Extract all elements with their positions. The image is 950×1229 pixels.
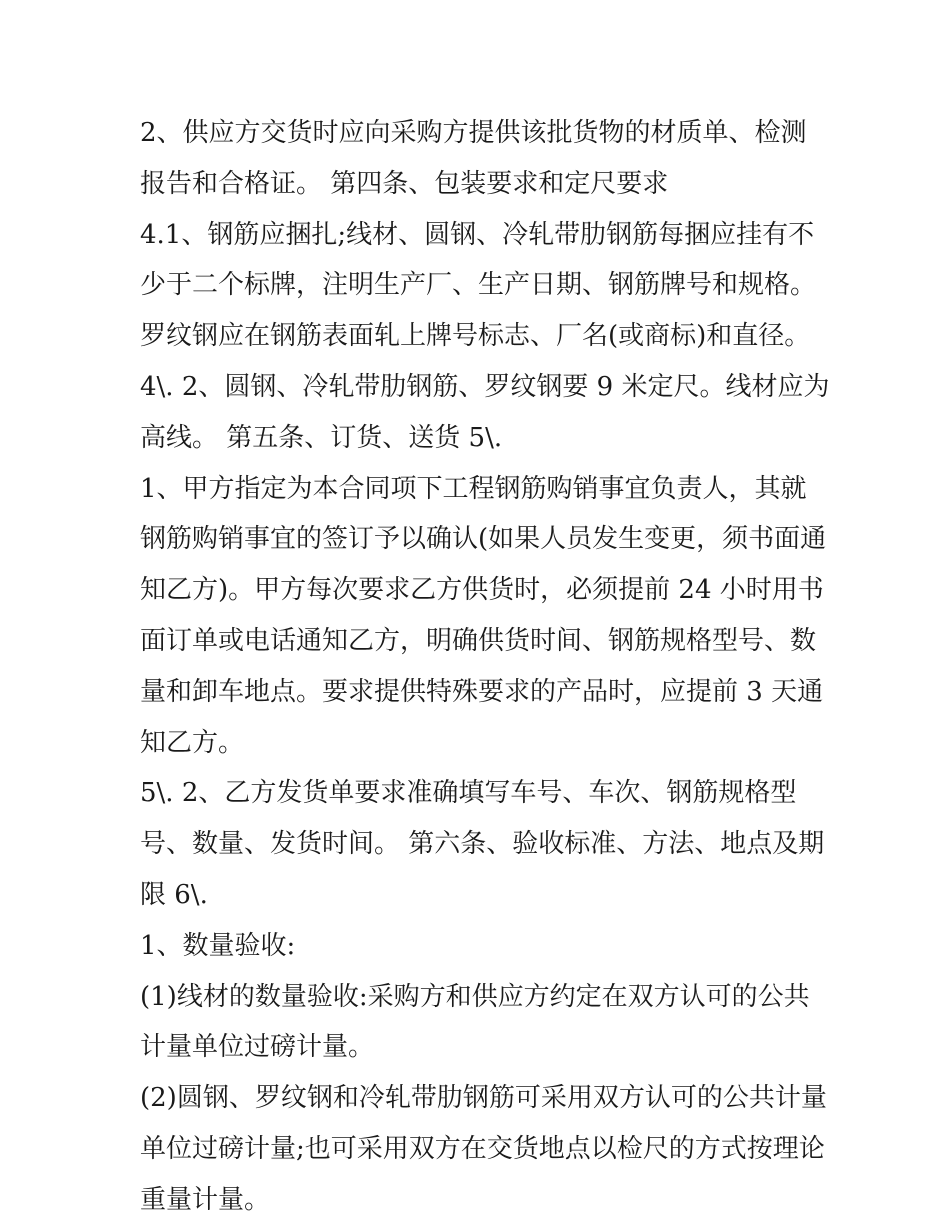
paragraph-bar-weighing: (2)圆钢、罗纹钢和冷轧带肋钢筋可采用双方认可的公共计量单位过磅计量;也可采用双方在交货地点以检尺的方式按理论重量计量。	[140, 1083, 827, 1215]
paragraph-delivery-note: 5\. 2、乙方发货单要求准确填写车号、车次、钢筋规格型号、数量、发货时间。 第六条、验收标准、方法、地点及期限 6\.	[140, 778, 825, 910]
paragraph-quantity-acceptance: 1、数量验收:	[140, 930, 296, 961]
paragraph-supplier-docs: 2、供应方交货时应向采购方提供该批货物的材质单、检测报告和合格证。 第四条、包装要求和定尺要求	[140, 118, 807, 199]
paragraph-bundling: 4.1、钢筋应捆扎;线材、圆钢、冷轧带肋钢筋每捆应挂有不少于二个标牌，注明生产厂、生产日期、钢筋牌号和规格。罗纹钢应在钢筋表面轧上牌号标志、厂名(或商标)和直径。	[140, 219, 817, 352]
paragraph-wire-weighing: (1)线材的数量验收:采购方和供应方约定在双方认可的公共计量单位过磅计量。	[140, 981, 810, 1063]
paragraph-ordering: 1、甲方指定为本合同项下工程钢筋购销事宜负责人，其就钢筋购销事宜的签订予以确认(如果人员发生变更，须书面通知乙方)。甲方每次要求乙方供货时，必须提前 24 小时用书面订单或电话通知乙方，明确供货时间、钢筋规格型号、数量和卸车地点。要求提供特殊要求的产品时，应提前 3 天通知乙方。	[140, 473, 827, 758]
paragraph-fixed-length: 4\. 2、圆钢、冷轧带肋钢筋、罗纹钢要 9 米定尺。线材应为高线。 第五条、订货、送货 5\.	[140, 371, 830, 453]
document-body	[140, 108, 830, 1226]
